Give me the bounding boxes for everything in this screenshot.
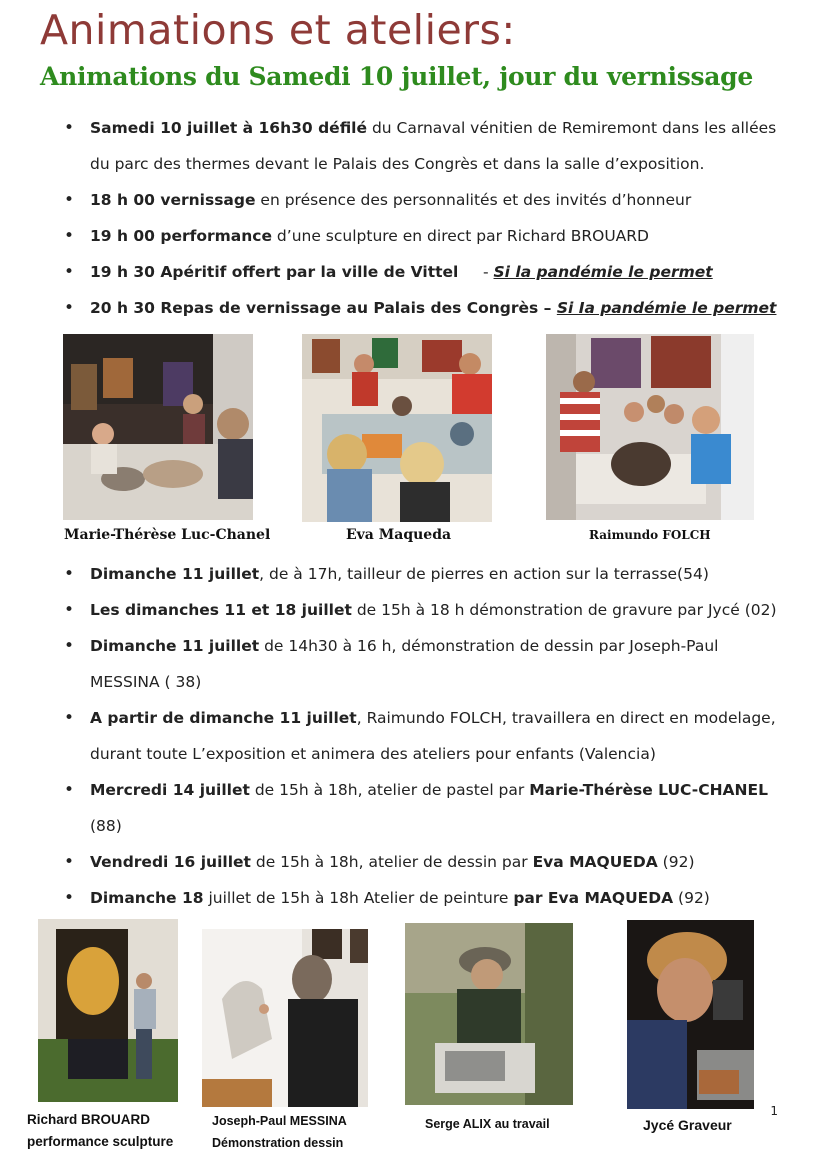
- photo-serge-alix: [405, 923, 573, 1105]
- list-item: • Dimanche 11 juillet, de à 17h, tailleur de pierres en action sur la terrasse(54): [64, 556, 780, 592]
- photo-richard-brouard: [38, 919, 178, 1102]
- caption-richard-brouard: Richard BROUARD performance sculpture: [27, 1112, 174, 1149]
- photo-eva-maqueda-workshop: [302, 334, 492, 522]
- caption-marie-therese: Marie-Thérèse Luc-Chanel: [64, 527, 271, 543]
- caption-joseph-paul-messina: Joseph-Paul MESSINA Démonstration dessin: [212, 1114, 347, 1150]
- photo-raimundo-folch-workshop: [546, 334, 754, 520]
- page-title: Animations et ateliers:: [40, 6, 516, 54]
- list-item: • 19 h 00 performance d’une sculpture en direct par Richard BROUARD: [64, 218, 780, 254]
- list-item: • Dimanche 11 juillet de 14h30 à 16 h, démonstration de dessin par Joseph-Paul MESSINA ( 38): [64, 628, 780, 700]
- caption-serge-alix: Serge ALIX au travail: [425, 1117, 550, 1131]
- caption-eva-maqueda: Eva Maqueda: [346, 527, 452, 543]
- list-item: • 20 h 30 Repas de vernissage au Palais des Congrès – Si Ia pandémie le permet: [64, 290, 780, 326]
- list-item: • 18 h 00 vernissage en présence des personnalités et des invités d’honneur: [64, 182, 780, 218]
- caption-raimundo-folch: Raimundo FOLCH: [589, 528, 711, 542]
- photo-jyce-graveur: [627, 920, 754, 1109]
- saturday-events-list: [64, 110, 780, 326]
- page-number: 1: [770, 1104, 778, 1118]
- caption-jyce-graveur: Jycé Graveur: [643, 1117, 732, 1133]
- photo-joseph-paul-messina: [202, 929, 368, 1107]
- list-item: • Les dimanches 11 et 18 juillet de 15h à 18 h démonstration de gravure par Jycé (02): [64, 592, 780, 628]
- page-subtitle: Animations du Samedi 10 juillet, jour du vernissage: [40, 62, 753, 91]
- later-events-list: [64, 556, 780, 916]
- list-item: • A partir de dimanche 11 juillet, Raimundo FOLCH, travaillera en direct en modelage, durant toute L’exposition et animera des ateliers pour enfants (Valencia): [64, 700, 780, 772]
- list-item: • Mercredi 14 juillet de 15h à 18h, atelier de pastel par Marie-Thérèse LUC-CHANEL (88): [64, 772, 780, 844]
- list-item: • Samedi 10 juillet à 16h30 défilé du Carnaval vénitien de Remiremont dans les allées du parc des thermes devant le Palais des Congrès et dans la salle d’exposition.: [64, 110, 780, 182]
- photo-marie-therese-workshop: [63, 334, 253, 520]
- list-item: • Vendredi 16 juillet de 15h à 18h, atelier de dessin par Eva MAQUEDA (92): [64, 844, 780, 880]
- list-item: • 19 h 30 Apéritif offert par la ville de Vittel - Si la pandémie le permet: [64, 254, 780, 290]
- list-item: • Dimanche 18 juillet de 15h à 18h Atelier de peinture par Eva MAQUEDA (92): [64, 880, 780, 916]
